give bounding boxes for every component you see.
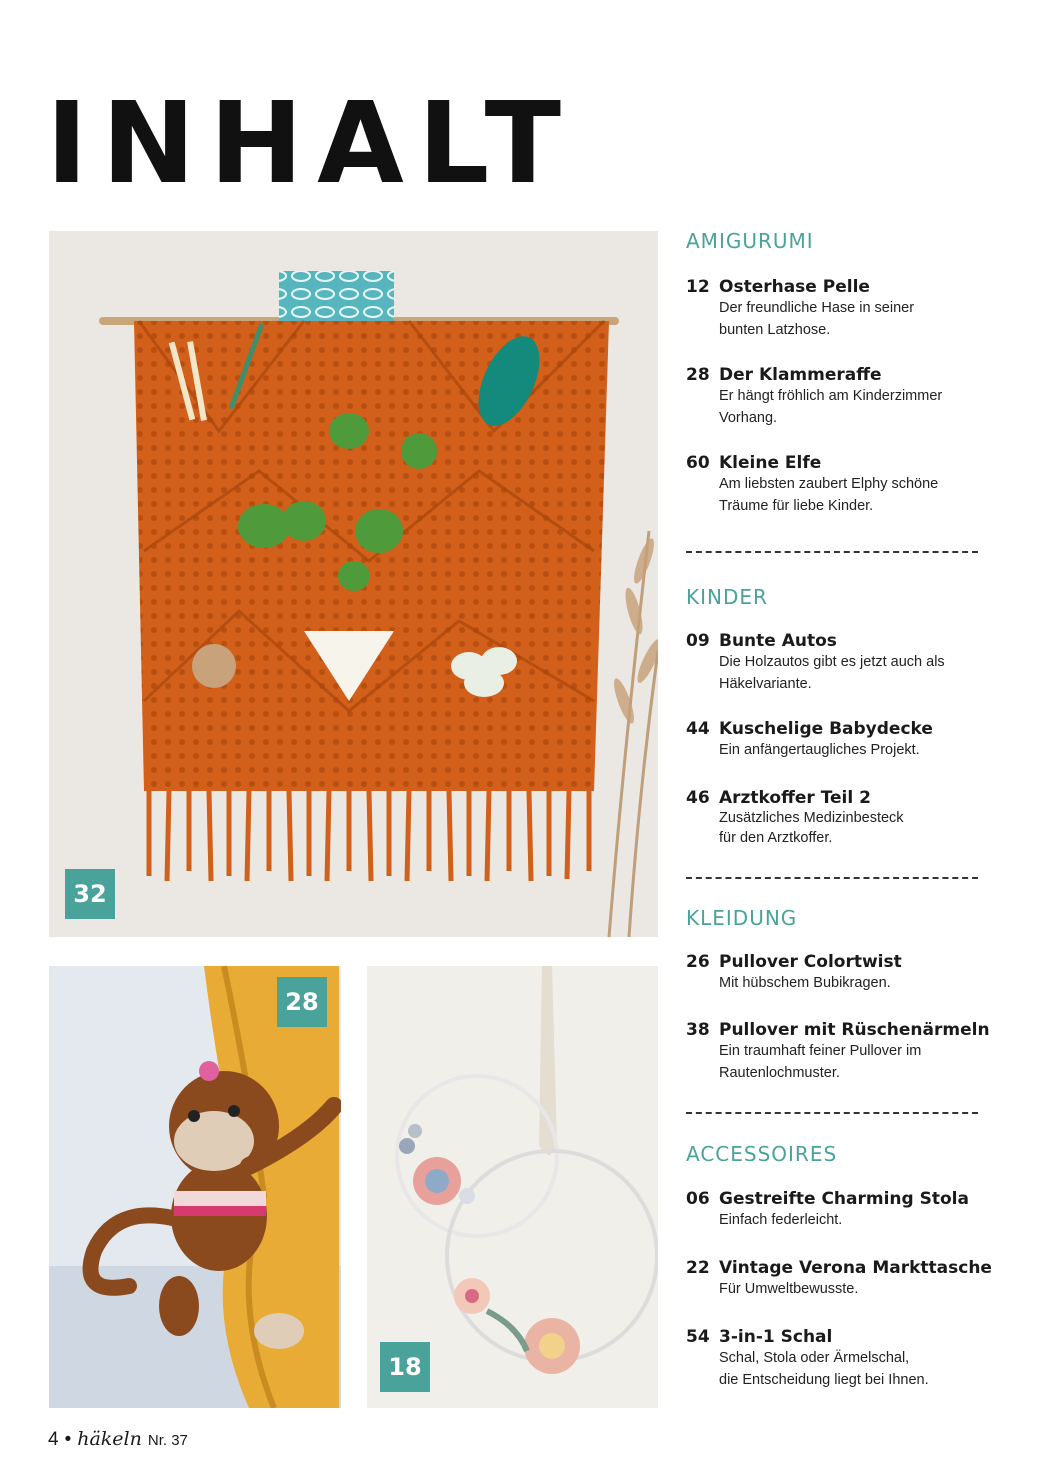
wall-organizer-illustration (49, 231, 658, 937)
entry-description (719, 473, 986, 517)
section-title: AMIGURUMI (686, 229, 814, 253)
page-badge-28[interactable]: 28 (277, 977, 327, 1027)
entry-title: Bunte Autos (719, 631, 837, 651)
toc-entry[interactable] (686, 1327, 986, 1391)
section-title: KINDER (686, 585, 768, 609)
entry-desc-line: Für Umweltbewusste. (719, 1281, 859, 1297)
section-kinder (686, 585, 986, 855)
entry-desc-line: Schal, Stola oder Ärmelschal, (719, 1350, 910, 1366)
entry-title: Pullover mit Rüschenärmeln (719, 1020, 990, 1040)
entry-desc-line: Ein traumhaft feiner Pullover im (719, 1043, 922, 1059)
magazine-brand: häkeln (77, 1428, 142, 1450)
entry-desc-line: Vorhang. (719, 410, 778, 426)
page-number: 60 (686, 453, 710, 473)
entry-desc-line: die Entscheidung liegt bei Ihnen. (719, 1372, 929, 1388)
entry-desc-line: Träume für liebe Kinder. (719, 498, 874, 514)
entry-title: Pullover Colortwist (719, 952, 902, 972)
entry-description (719, 808, 986, 848)
entry-title: Osterhase Pelle (719, 277, 870, 297)
entry-description (719, 651, 986, 695)
toc-entry[interactable] (686, 1258, 992, 1300)
entry-title: Kuschelige Babydecke (719, 719, 933, 739)
page-number: 26 (686, 952, 710, 972)
entry-description (719, 1278, 986, 1300)
page-footer (48, 1428, 188, 1451)
page-number: 54 (686, 1327, 710, 1347)
entry-title: Vintage Verona Markttasche (719, 1258, 992, 1278)
entry-desc-line: Die Holzautos gibt es jetzt auch als (719, 654, 945, 670)
page-number: 06 (686, 1189, 710, 1209)
toc-entry[interactable] (686, 952, 986, 994)
section-divider (686, 1112, 978, 1114)
toc-entry[interactable] (686, 1020, 990, 1084)
section-divider (686, 877, 978, 879)
entry-description (719, 1347, 986, 1391)
page-number: 44 (686, 719, 710, 739)
toc-entry[interactable] (686, 1189, 986, 1231)
toc-entry[interactable] (686, 365, 986, 429)
entry-title: Kleine Elfe (719, 453, 822, 473)
toc-entry[interactable] (686, 453, 986, 517)
issue-number: Nr. 37 (147, 1432, 188, 1449)
entry-description (719, 972, 986, 994)
entry-desc-line: Einfach federleicht. (719, 1212, 843, 1228)
section-title: ACCESSOIRES (686, 1142, 838, 1166)
entry-desc-line: bunten Latzhose. (719, 322, 831, 338)
page-title: INHALT (46, 79, 576, 209)
entry-desc-line: Rautenlochmuster. (719, 1065, 840, 1081)
toc-entry[interactable] (686, 788, 986, 848)
entry-desc-line: Zusätzliches Medizinbesteck (719, 810, 904, 826)
page-number: 09 (686, 631, 710, 651)
entry-desc-line: Häkelvariante. (719, 676, 812, 692)
entry-desc-line: Mit hübschem Bubikragen. (719, 975, 891, 991)
page-number: 12 (686, 277, 710, 297)
entry-title: Arztkoffer Teil 2 (719, 788, 871, 808)
footer-bullet: • (64, 1429, 72, 1450)
section-title: KLEIDUNG (686, 906, 798, 930)
entry-description (719, 1209, 986, 1231)
toc-entry[interactable] (686, 277, 986, 341)
page-badge-18[interactable]: 18 (380, 1342, 430, 1392)
section-kleidung (686, 906, 990, 1096)
entry-desc-line: Er hängt fröhlich am Kinderzimmer (719, 388, 943, 404)
monkey-photo (49, 966, 341, 1408)
page-number: 22 (686, 1258, 710, 1278)
toc-entry[interactable] (686, 631, 986, 695)
entry-description (719, 385, 986, 429)
footer-page-number: 4 (48, 1429, 59, 1450)
entry-description (719, 1040, 986, 1084)
entry-title: Der Klammeraffe (719, 365, 882, 385)
toc-entry[interactable] (686, 719, 986, 761)
monkey-illustration (49, 966, 341, 1408)
entry-title: Gestreifte Charming Stola (719, 1189, 969, 1209)
wall-organizer-photo (49, 231, 658, 937)
entry-title: 3-in-1 Schal (719, 1327, 833, 1347)
section-amigurumi (686, 229, 986, 519)
page-badge-32[interactable]: 32 (65, 869, 115, 919)
page-number: 28 (686, 365, 710, 385)
page-number: 46 (686, 788, 710, 808)
entry-desc-line: für den Arztkoffer. (719, 830, 833, 846)
entry-desc-line: Ein anfängertaugliches Projekt. (719, 742, 920, 758)
entry-description (719, 739, 986, 761)
section-divider (686, 551, 978, 553)
page-number: 38 (686, 1020, 710, 1040)
section-accessoires (686, 1142, 992, 1402)
entry-description (719, 297, 986, 341)
entry-desc-line: Am liebsten zaubert Elphy schöne (719, 476, 939, 492)
entry-desc-line: Der freundliche Hase in seiner (719, 300, 915, 316)
